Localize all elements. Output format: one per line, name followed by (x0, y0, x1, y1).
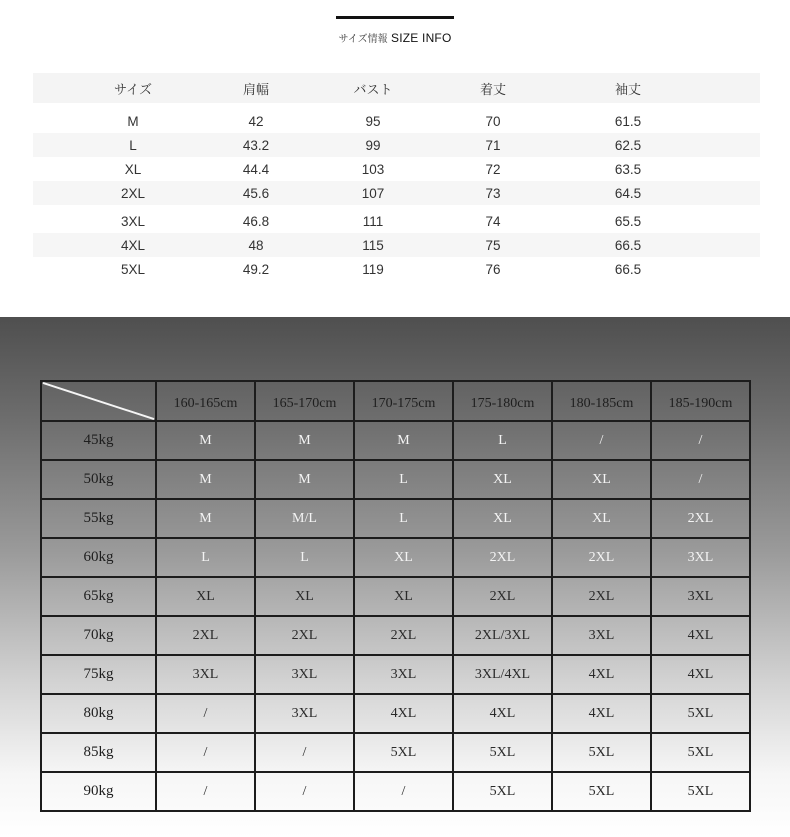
sleeve-cell: 65.5 (614, 213, 642, 229)
height-weight-size-grid (40, 380, 751, 812)
sleeve-cell: 64.5 (614, 185, 642, 201)
shoulder-cell: 49.2 (242, 261, 270, 277)
size-cell: M (156, 460, 255, 499)
size-cell: 3XL (255, 655, 354, 694)
title-japanese: サイズ情報 (338, 34, 388, 45)
weight-label: 85kg (41, 733, 156, 772)
size-cell: L (255, 538, 354, 577)
table-row (33, 233, 760, 257)
size-cell: 2XL/3XL (453, 616, 552, 655)
column-header-sleeve: 袖丈 (614, 81, 641, 97)
size-cell: 4XL (354, 694, 453, 733)
height-header: 170-175cm (354, 381, 453, 421)
size-cell: / (552, 421, 651, 460)
size-cell: 5XL (651, 694, 750, 733)
length-cell: 71 (485, 137, 501, 153)
size-cell: 2XL (453, 538, 552, 577)
bust-cell: 95 (365, 113, 381, 129)
size-cell: 3XL/4XL (453, 655, 552, 694)
size-cell: 2XL (156, 616, 255, 655)
height-header: 160-165cm (156, 381, 255, 421)
size-cell: 4XL (453, 694, 552, 733)
weight-label: 65kg (41, 577, 156, 616)
size-cell: XL (124, 161, 142, 177)
sleeve-cell: 62.5 (614, 137, 642, 153)
size-cell: 5XL (453, 772, 552, 811)
weight-label: 80kg (41, 694, 156, 733)
size-cell: 2XL (354, 616, 453, 655)
sleeve-cell: 63.5 (614, 161, 642, 177)
length-cell: 70 (485, 113, 501, 129)
title-underline-bar (336, 16, 454, 19)
table-row (33, 157, 760, 181)
size-cell: 2XL (552, 577, 651, 616)
size-cell: 4XL (120, 237, 146, 253)
size-cell: 5XL (120, 261, 146, 277)
table-row (41, 733, 750, 772)
size-cell: 2XL (453, 577, 552, 616)
size-cell: M (354, 421, 453, 460)
bust-cell: 119 (362, 261, 384, 277)
height-header: 175-180cm (453, 381, 552, 421)
table-row (33, 257, 760, 281)
size-cell: / (651, 421, 750, 460)
size-cell: L (156, 538, 255, 577)
height-header: 180-185cm (552, 381, 651, 421)
size-cell: M (127, 113, 139, 129)
size-cell: 4XL (552, 694, 651, 733)
size-cell: 4XL (651, 616, 750, 655)
size-cell: 3XL (651, 538, 750, 577)
table-row (33, 181, 760, 205)
shoulder-cell: 45.6 (242, 185, 270, 201)
table-row (41, 694, 750, 733)
size-cell: XL (453, 460, 552, 499)
size-cell: 5XL (552, 733, 651, 772)
size-cell: / (156, 733, 255, 772)
column-header-shoulder: 肩幅 (242, 81, 269, 97)
bust-cell: 99 (365, 137, 381, 153)
size-cell: / (651, 460, 750, 499)
size-cell: XL (354, 538, 453, 577)
shoulder-cell: 42 (248, 113, 264, 129)
sleeve-cell: 66.5 (614, 261, 642, 277)
bust-cell: 111 (362, 213, 384, 229)
table-row (41, 577, 750, 616)
table-row (33, 109, 760, 133)
column-header-bust: バスト (353, 81, 393, 97)
size-cell: 3XL (552, 616, 651, 655)
size-cell: XL (255, 577, 354, 616)
size-cell: 2XL (651, 499, 750, 538)
section-title (0, 30, 790, 45)
table-row (41, 499, 750, 538)
sleeve-cell: 66.5 (614, 237, 642, 253)
size-cell: / (156, 772, 255, 811)
size-cell: L (129, 137, 137, 153)
size-cell: / (354, 772, 453, 811)
title-english: SIZE INFO (391, 31, 452, 45)
height-header: 165-170cm (255, 381, 354, 421)
sleeve-cell: 61.5 (614, 113, 642, 129)
bust-cell: 115 (362, 237, 384, 253)
weight-label: 55kg (41, 499, 156, 538)
size-cell: L (453, 421, 552, 460)
size-cell: M (156, 421, 255, 460)
diagonal-line-icon (42, 382, 155, 420)
size-cell: 3XL (651, 577, 750, 616)
length-cell: 74 (485, 213, 501, 229)
size-cell: / (156, 694, 255, 733)
weight-label: 70kg (41, 616, 156, 655)
column-header-size: サイズ (114, 81, 152, 97)
size-cell: / (255, 772, 354, 811)
size-cell: 5XL (453, 733, 552, 772)
size-info-section (0, 0, 790, 317)
size-cell: L (354, 499, 453, 538)
size-cell: M/L (255, 499, 354, 538)
length-cell: 75 (485, 237, 501, 253)
shoulder-cell: 43.2 (242, 137, 270, 153)
shoulder-cell: 48 (248, 237, 264, 253)
size-cell: 5XL (651, 733, 750, 772)
size-cell: M (255, 421, 354, 460)
height-header: 185-190cm (651, 381, 750, 421)
size-cell: 2XL (552, 538, 651, 577)
weight-label: 50kg (41, 460, 156, 499)
size-cell: / (255, 733, 354, 772)
table-row (41, 772, 750, 811)
length-cell: 73 (485, 185, 501, 201)
corner-diagonal-cell (41, 381, 156, 421)
table-row (41, 421, 750, 460)
size-cell: XL (552, 460, 651, 499)
size-cell: 2XL (120, 185, 146, 201)
size-cell: L (354, 460, 453, 499)
size-cell: M (156, 499, 255, 538)
length-cell: 76 (485, 261, 501, 277)
size-spec-table (33, 73, 760, 281)
table-row (33, 209, 760, 233)
size-cell: 5XL (552, 772, 651, 811)
weight-label: 75kg (41, 655, 156, 694)
size-cell: 5XL (651, 772, 750, 811)
bust-cell: 107 (361, 185, 385, 201)
size-cell: 3XL (354, 655, 453, 694)
shoulder-cell: 46.8 (242, 213, 270, 229)
column-header-length: 着丈 (479, 81, 506, 97)
size-cell: XL (453, 499, 552, 538)
table-row (41, 538, 750, 577)
size-cell: 4XL (552, 655, 651, 694)
size-cell: XL (156, 577, 255, 616)
size-cell: 3XL (120, 213, 146, 229)
table-row (41, 655, 750, 694)
size-cell: 4XL (651, 655, 750, 694)
spec-table-header (33, 73, 760, 103)
weight-label: 60kg (41, 538, 156, 577)
weight-label: 90kg (41, 772, 156, 811)
size-cell: 2XL (255, 616, 354, 655)
weight-label: 45kg (41, 421, 156, 460)
size-cell: 3XL (156, 655, 255, 694)
size-cell: 5XL (354, 733, 453, 772)
shoulder-cell: 44.4 (242, 161, 270, 177)
table-row (33, 133, 760, 157)
height-header-row (41, 381, 750, 421)
length-cell: 72 (485, 161, 501, 177)
table-row (41, 460, 750, 499)
size-cell: XL (354, 577, 453, 616)
size-cell: XL (552, 499, 651, 538)
table-row (41, 616, 750, 655)
size-cell: M (255, 460, 354, 499)
bust-cell: 103 (361, 161, 385, 177)
size-cell: 3XL (255, 694, 354, 733)
